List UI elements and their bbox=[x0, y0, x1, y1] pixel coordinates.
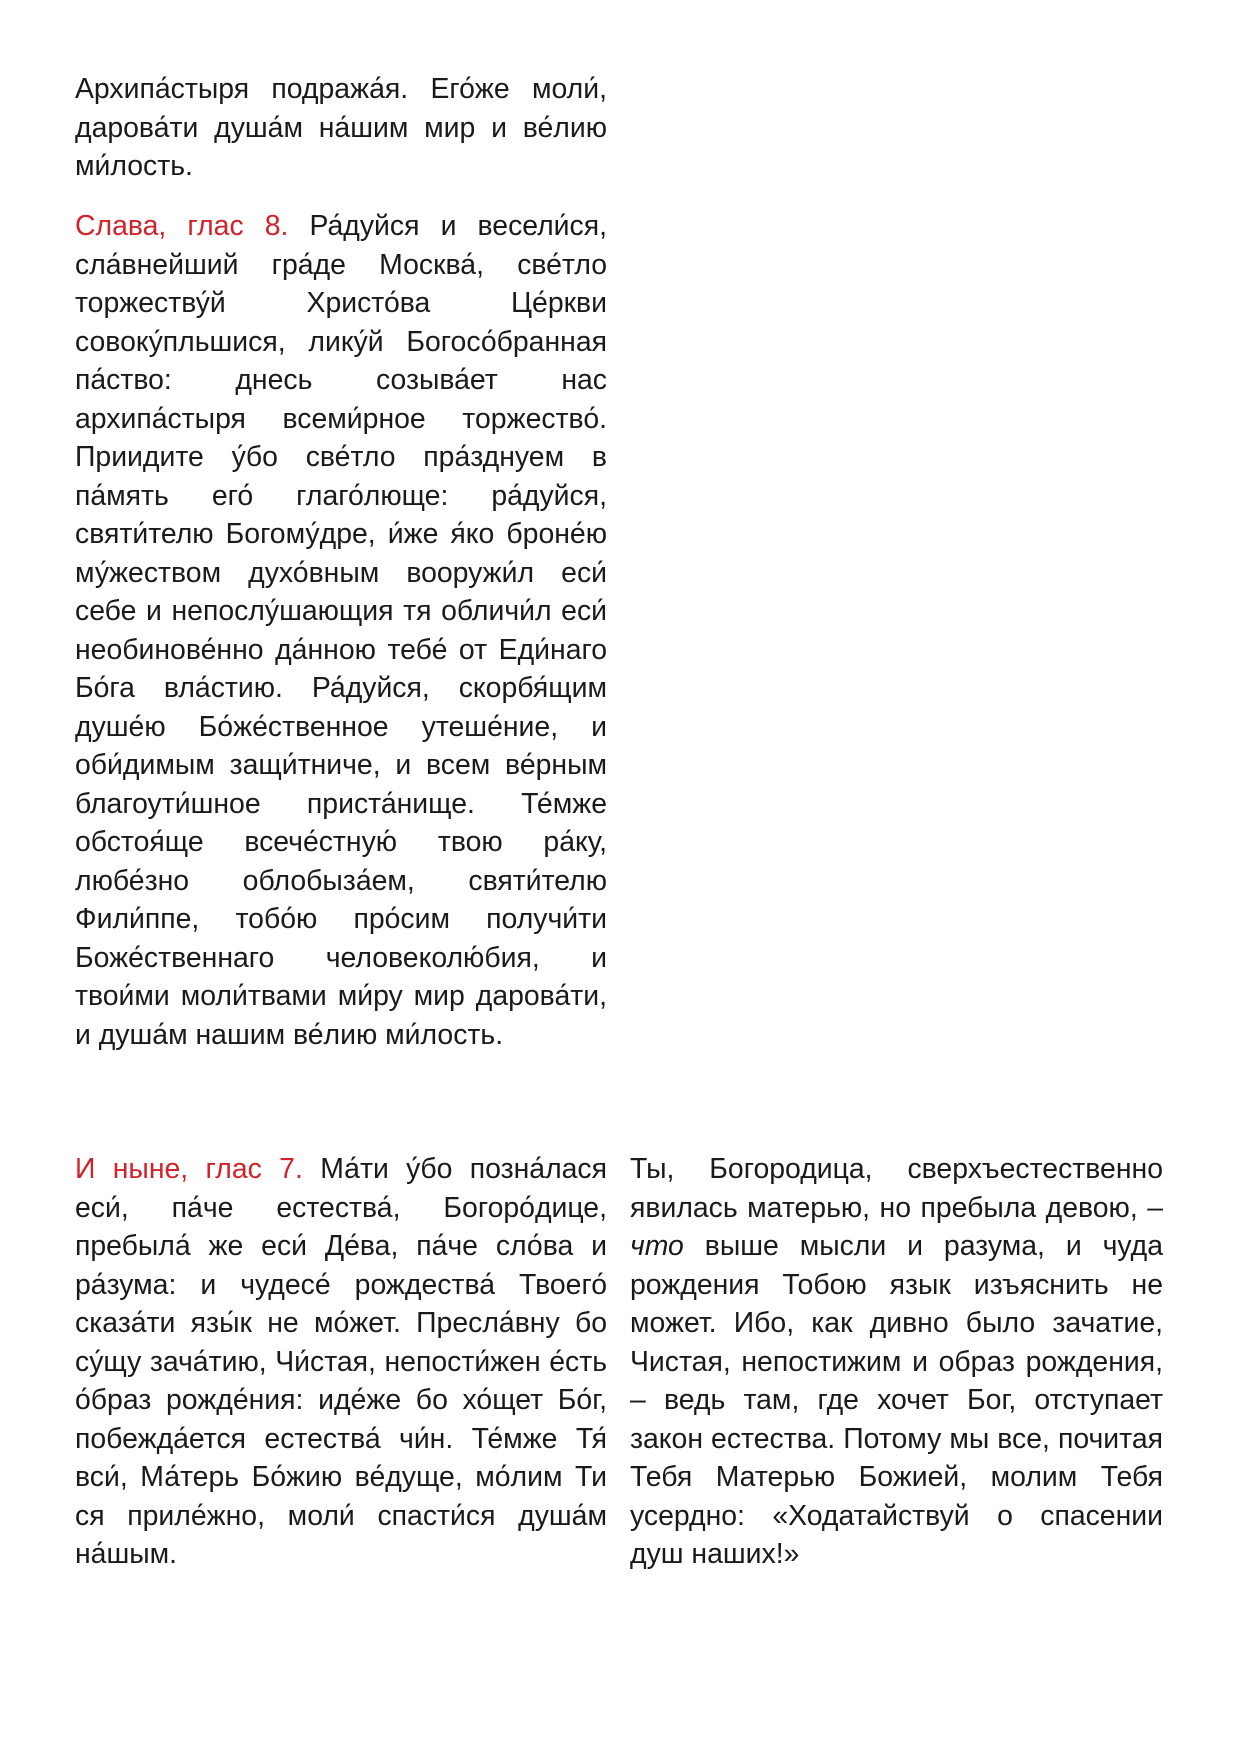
rubric-slava-label: Слава, глас 8. bbox=[75, 210, 289, 242]
translation-italic-word: что bbox=[630, 1230, 684, 1262]
paragraph-translation bbox=[630, 1150, 1163, 1574]
paragraph-i-nyne bbox=[75, 1150, 607, 1574]
paragraph-troparion-ending bbox=[75, 70, 607, 186]
translation-text-part1: Ты, Богородица, сверхъестественно явилась матерью, но пребыла девою, – bbox=[630, 1153, 1163, 1224]
slava-text: Ра́дуйся и весели́ся, сла́внейший гра́де Москва́, све́тло торжеству́й Христо́ва Це́ркви совоку́пльшися, лику́й Богосо́бранная па́ство: днесь созыва́ет нас архипа́стыря всеми́рное торжество́. Приидите у́бо све́тло пра́зднуем в па́мять его́ глаго́люще: ра́дуйся, святи́телю Богому́дре, и́же я́ко броне́ю му́жеством духо́вным вооружи́л еси́ себе и непослу́шающия тя обличи́л еси́ необинове́нно да́нною тебе́ от Еди́наго Бо́га вла́стию. Ра́дуйся, скорбя́щим душе́ю Бо́же́ственное утеше́ние, и оби́димым защи́тниче, и всем ве́рным благоути́шное приста́нище. Те́мже обстоя́ще всече́стную́ твою ра́ку, любе́зно облобыза́ем, святи́телю Фили́ппе, тобо́ю про́сим получи́ти Боже́ственнаго человеколю́бия, и твои́ми моли́твами ми́ру мир дарова́ти, и душа́м нашим ве́лию ми́лость. bbox=[75, 210, 607, 1051]
i-nyne-text: Ма́ти у́бо позна́лася еси́, па́че естества́, Богоро́дице, пребыла́ же еси́ Де́ва, па́че сло́ва и ра́зума: и чудесе́ рождества́ Твоего́ сказа́ти язы́к не мо́жет. Пресла́вну бо су́щу зача́тию, Чи́стая, непости́жен е́сть о́браз рожде́ния: иде́же бо хо́щет Бо́г, побежда́ется естества́ чи́н. Те́мже Тя́ вси́, Ма́терь Бо́жию ве́дуще, мо́лим Ти ся приле́жно, моли́ спасти́ся душа́м на́шым. bbox=[75, 1153, 607, 1570]
troparion-ending-text: Архипа́стыря подража́я. Его́же моли́, дарова́ти душа́м на́шим мир и ве́лию ми́лость. bbox=[75, 73, 607, 182]
paragraph-slava bbox=[75, 207, 607, 1054]
translation-text-part2: выше мысли и разума, и чуда рождения Тобою язык изъяснить не может. Ибо, как дивно было зачатие, Чистая, непостижим и образ рождения, – ведь там, где хочет Бог, отступает закон естества. Потому мы все, почитая Тебя Матерью Божией, молим Тебя усердно: «Ходатайствуй о спасении душ наших!» bbox=[630, 1230, 1163, 1570]
rubric-i-nyne-label: И ныне, глас 7. bbox=[75, 1153, 303, 1185]
